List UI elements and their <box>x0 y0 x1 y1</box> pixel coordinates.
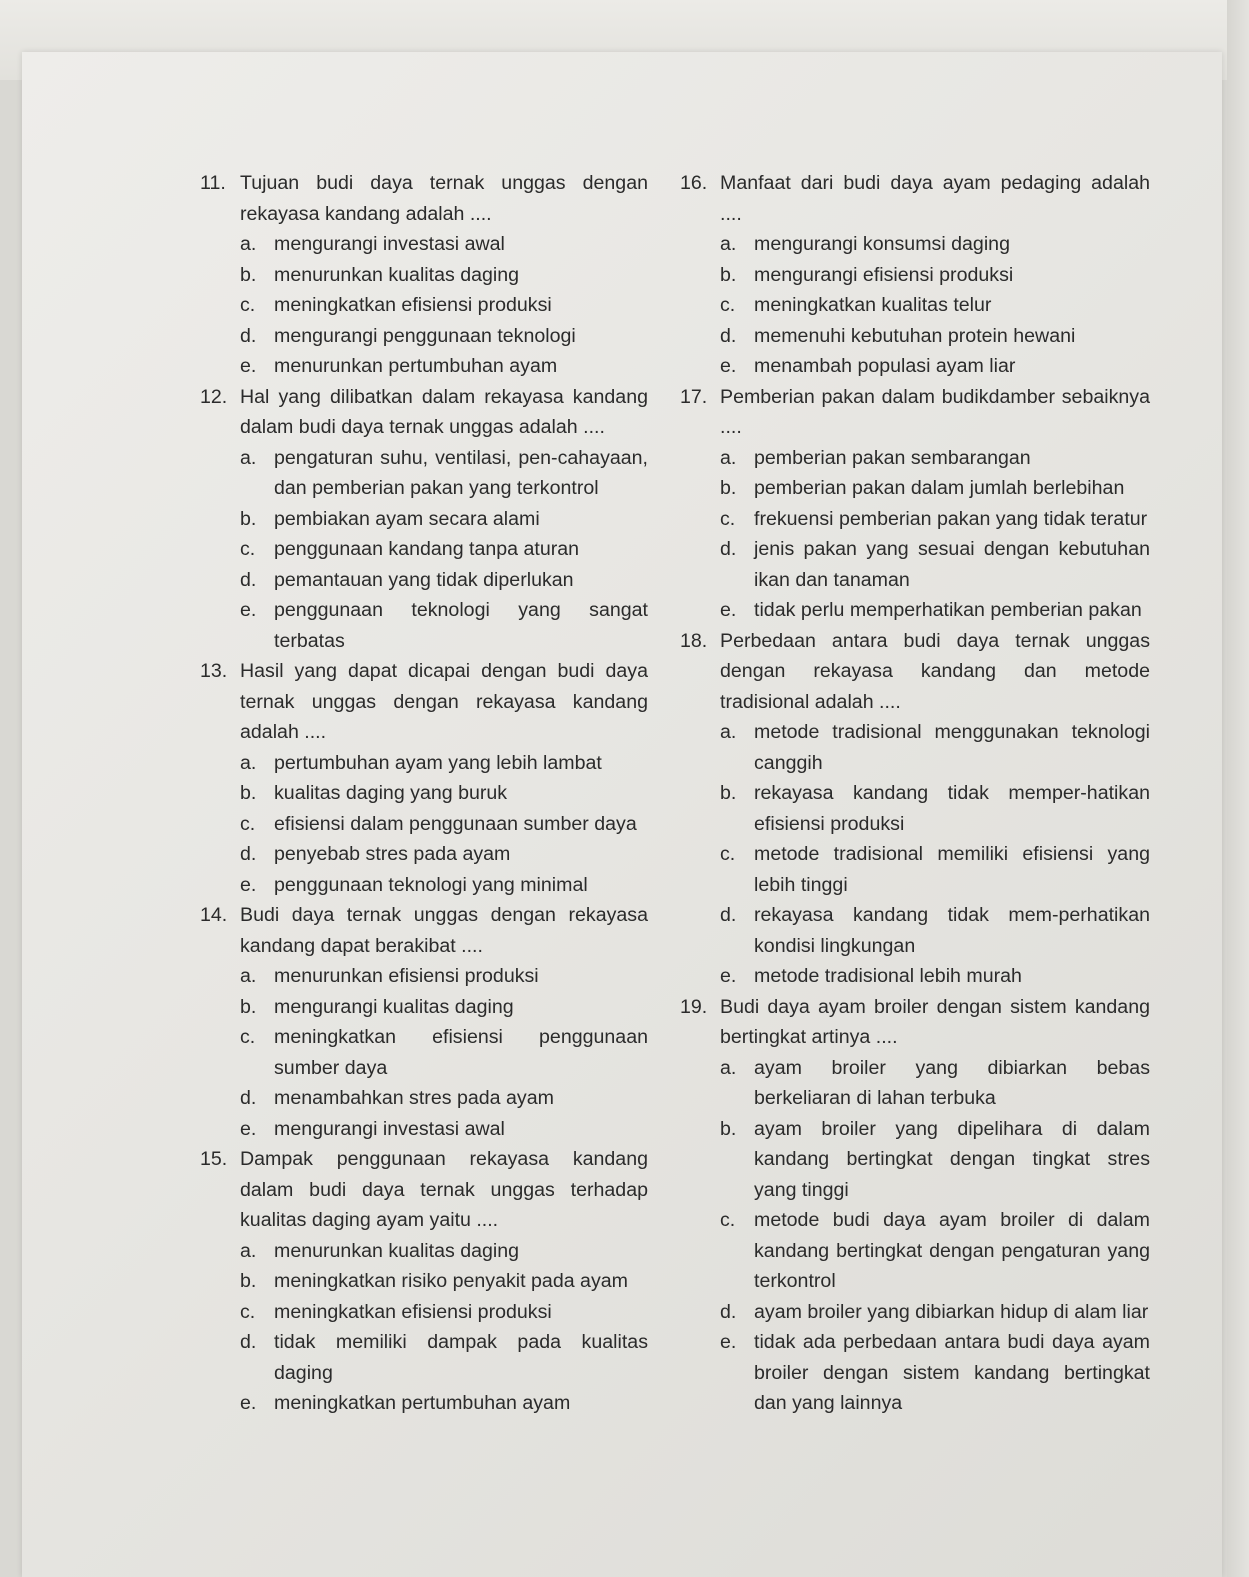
option-13d <box>240 839 648 870</box>
option-19a <box>720 1053 1150 1114</box>
option-text: penyebab stres pada ayam <box>274 843 511 865</box>
question-number: 17. <box>680 385 708 408</box>
question-text: Pemberian pakan dalam budikdamber sebaiknya .... <box>720 385 1150 438</box>
option-text: mengurangi konsumsi daging <box>754 233 1010 255</box>
option-text: efisiensi dalam penggunaan sumber daya <box>274 812 637 835</box>
option-letter: a. <box>720 1056 737 1079</box>
question-number: 11. <box>200 172 226 194</box>
option-text: meningkatkan risiko penyakit pada ayam <box>274 1270 628 1292</box>
option-text: menurunkan efisiensi produksi <box>274 965 539 987</box>
option-15a <box>240 1236 648 1267</box>
option-letter: d. <box>240 568 257 591</box>
option-text: kualitas daging yang buruk <box>274 782 508 804</box>
option-text: menurunkan pertumbuhan ayam <box>274 355 558 377</box>
option-text: metode budi daya ayam broiler di dalam kandang bertingkat dengan pengaturan yang terkontrol <box>754 1209 1150 1292</box>
question-text: Manfaat dari budi daya ayam pedaging adalah .... <box>720 172 1150 225</box>
option-text: meningkatkan efisiensi penggunaan sumber daya <box>274 1026 648 1079</box>
option-letter: e. <box>240 1117 257 1140</box>
option-16e <box>720 351 1150 382</box>
option-text: pengaturan suhu, ventilasi, pen-cahayaan, dan pemberian pakan yang terkontrol <box>274 446 648 499</box>
question-text: Dampak penggunaan rekayasa kandang dalam budi daya ternak unggas terhadap kualitas daging ayam yaitu .... <box>240 1148 648 1231</box>
option-11b <box>240 260 648 291</box>
option-13a <box>240 748 648 779</box>
question-12 <box>200 382 648 443</box>
option-19c <box>720 1205 1150 1297</box>
option-letter: e. <box>240 599 257 621</box>
option-12c <box>240 534 648 565</box>
option-letter: d. <box>720 538 737 560</box>
option-letter: e. <box>240 1392 257 1414</box>
option-text: rekayasa kandang tidak mem-perhatikan kondisi lingkungan <box>754 904 1150 957</box>
option-12d <box>240 565 648 596</box>
option-17a <box>720 443 1150 474</box>
option-18e <box>720 961 1150 992</box>
option-letter: d. <box>240 1087 257 1109</box>
option-letter: d. <box>720 1300 737 1323</box>
option-letter: b. <box>240 782 257 804</box>
option-16b <box>720 260 1150 291</box>
question-text: Tujuan budi daya ternak unggas dengan rekayasa kandang adalah .... <box>240 172 648 225</box>
option-text: penggunaan teknologi yang sangat terbatas <box>274 599 648 652</box>
question-16 <box>680 168 1150 229</box>
option-letter: b. <box>720 1117 737 1140</box>
option-15b <box>240 1266 648 1297</box>
question-19 <box>680 992 1150 1053</box>
option-text: penggunaan teknologi yang minimal <box>274 873 588 896</box>
option-15c <box>240 1297 648 1328</box>
option-text: rekayasa kandang tidak memper-hatikan efisiensi produksi <box>754 782 1150 835</box>
option-letter: c. <box>240 812 256 835</box>
option-18a <box>720 717 1150 778</box>
option-letter: b. <box>720 477 737 499</box>
option-letter: c. <box>240 1300 256 1323</box>
option-letter: c. <box>240 538 256 560</box>
question-number: 13. <box>200 660 228 682</box>
option-letter: a. <box>720 446 737 469</box>
option-19d <box>720 1297 1150 1328</box>
option-text: ayam broiler yang dibiarkan hidup di alam liar <box>754 1300 1149 1323</box>
question-number: 12. <box>200 385 228 408</box>
option-letter: d. <box>720 904 737 926</box>
option-letter: a. <box>240 965 257 987</box>
option-letter: e. <box>720 965 737 987</box>
option-text: mengurangi efisiensi produksi <box>754 263 1014 286</box>
left-column <box>200 168 648 1419</box>
option-text: mengurangi investasi awal <box>274 1117 505 1140</box>
option-text: menurunkan kualitas daging <box>274 1239 520 1262</box>
option-letter: c. <box>720 507 736 530</box>
option-letter: e. <box>240 873 257 896</box>
option-text: meningkatkan kualitas telur <box>754 294 992 316</box>
option-17c <box>720 504 1150 535</box>
option-letter: d. <box>240 324 257 347</box>
question-18 <box>680 626 1150 718</box>
option-text: mengurangi investasi awal <box>274 233 505 255</box>
question-number: 15. <box>200 1148 228 1170</box>
option-letter: a. <box>240 233 257 255</box>
option-letter: b. <box>240 995 257 1018</box>
option-text: pemberian pakan dalam jumlah berlebihan <box>754 477 1125 499</box>
option-text: mengurangi kualitas daging <box>274 995 514 1018</box>
option-text: meningkatkan efisiensi produksi <box>274 294 552 316</box>
question-17 <box>680 382 1150 443</box>
option-11e <box>240 351 648 382</box>
question-text: Hasil yang dapat dicapai dengan budi daya ternak unggas dengan rekayasa kandang adalah .... <box>240 660 648 743</box>
option-14e <box>240 1114 648 1145</box>
question-number: 16. <box>680 172 708 194</box>
option-13e <box>240 870 648 901</box>
option-text: frekuensi pemberian pakan yang tidak teratur <box>754 507 1148 530</box>
option-14b <box>240 992 648 1023</box>
option-letter: e. <box>240 355 257 377</box>
option-text: penggunaan kandang tanpa aturan <box>274 538 580 560</box>
option-letter: e. <box>720 355 737 377</box>
question-number: 18. <box>680 629 708 652</box>
option-letter: b. <box>240 1270 257 1292</box>
option-text: meningkatkan efisiensi produksi <box>274 1300 552 1323</box>
option-text: tidak ada perbedaan antara budi daya ayam broiler dengan sistem kandang bertingkat dan yang lainnya <box>754 1331 1150 1414</box>
option-text: menurunkan kualitas daging <box>274 263 520 286</box>
option-14d <box>240 1083 648 1114</box>
option-text: tidak memiliki dampak pada kualitas daging <box>274 1331 648 1384</box>
option-text: pertumbuhan ayam yang lebih lambat <box>274 751 602 774</box>
option-letter: e. <box>720 599 737 621</box>
option-14a <box>240 961 648 992</box>
option-letter: c. <box>720 1209 736 1231</box>
option-19e <box>720 1327 1150 1419</box>
option-text: menambahkan stres pada ayam <box>274 1087 554 1109</box>
question-number: 19. <box>680 995 708 1018</box>
option-text: memenuhi kebutuhan protein hewani <box>754 324 1076 347</box>
page-edge <box>1227 0 1249 1577</box>
option-19b <box>720 1114 1150 1206</box>
option-16d <box>720 321 1150 352</box>
option-letter: b. <box>240 263 257 286</box>
option-13c <box>240 809 648 840</box>
option-text: mengurangi penggunaan teknologi <box>274 324 576 347</box>
option-letter: b. <box>240 507 257 530</box>
option-11c <box>240 290 648 321</box>
option-18b <box>720 778 1150 839</box>
option-letter: b. <box>720 782 737 804</box>
option-letter: b. <box>720 263 737 286</box>
option-letter: c. <box>240 294 256 316</box>
option-text: metode tradisional lebih murah <box>754 965 1022 987</box>
option-text: pemberian pakan sembarangan <box>754 446 1031 469</box>
option-letter: a. <box>720 233 737 255</box>
question-text: Budi daya ternak unggas dengan rekayasa kandang dapat berakibat .... <box>240 904 648 957</box>
option-14c <box>240 1022 648 1083</box>
question-11 <box>200 168 648 229</box>
option-16a <box>720 229 1150 260</box>
option-letter: d. <box>240 843 257 865</box>
option-17d <box>720 534 1150 595</box>
option-text: metode tradisional memiliki efisiensi yang lebih tinggi <box>754 843 1150 896</box>
right-column <box>680 168 1150 1419</box>
option-letter: e. <box>720 1331 737 1353</box>
option-letter: a. <box>240 1239 257 1262</box>
option-text: meningkatkan pertumbuhan ayam <box>274 1392 571 1414</box>
option-17e <box>720 595 1150 626</box>
question-text: Budi daya ayam broiler dengan sistem kandang bertingkat artinya .... <box>720 995 1150 1048</box>
question-13 <box>200 656 648 748</box>
question-text: Perbedaan antara budi daya ternak unggas dengan rekayasa kandang dan metode tradisional adalah .... <box>720 629 1150 713</box>
option-text: menambah populasi ayam liar <box>754 355 1016 377</box>
option-18c <box>720 839 1150 900</box>
option-letter: c. <box>240 1026 256 1048</box>
option-letter: c. <box>720 294 736 316</box>
option-11a <box>240 229 648 260</box>
option-letter: a. <box>720 721 737 743</box>
question-14 <box>200 900 648 961</box>
option-12e <box>240 595 648 656</box>
option-15e <box>240 1388 648 1419</box>
option-12a <box>240 443 648 504</box>
option-text: ayam broiler yang dibiarkan bebas berkeliaran di lahan terbuka <box>754 1056 1150 1109</box>
question-number: 14. <box>200 904 228 926</box>
option-11d <box>240 321 648 352</box>
option-15d <box>240 1327 648 1388</box>
option-12b <box>240 504 648 535</box>
option-text: pemantauan yang tidak diperlukan <box>274 568 574 591</box>
question-text: Hal yang dilibatkan dalam rekayasa kandang dalam budi daya ternak unggas adalah .... <box>240 385 648 438</box>
option-letter: a. <box>240 446 257 469</box>
option-letter: d. <box>720 324 737 347</box>
option-text: pembiakan ayam secara alami <box>274 507 540 530</box>
option-letter: a. <box>240 751 257 774</box>
option-text: metode tradisional menggunakan teknologi canggih <box>754 721 1150 774</box>
option-letter: d. <box>240 1331 257 1353</box>
option-text: jenis pakan yang sesuai dengan kebutuhan ikan dan tanaman <box>754 538 1150 591</box>
option-text: ayam broiler yang dipelihara di dalam kandang bertingkat dengan tingkat stres yang tinggi <box>754 1117 1150 1201</box>
option-16c <box>720 290 1150 321</box>
option-17b <box>720 473 1150 504</box>
option-letter: c. <box>720 843 736 865</box>
option-18d <box>720 900 1150 961</box>
option-13b <box>240 778 648 809</box>
question-15 <box>200 1144 648 1236</box>
option-text: tidak perlu memperhatikan pemberian pakan <box>754 599 1142 621</box>
